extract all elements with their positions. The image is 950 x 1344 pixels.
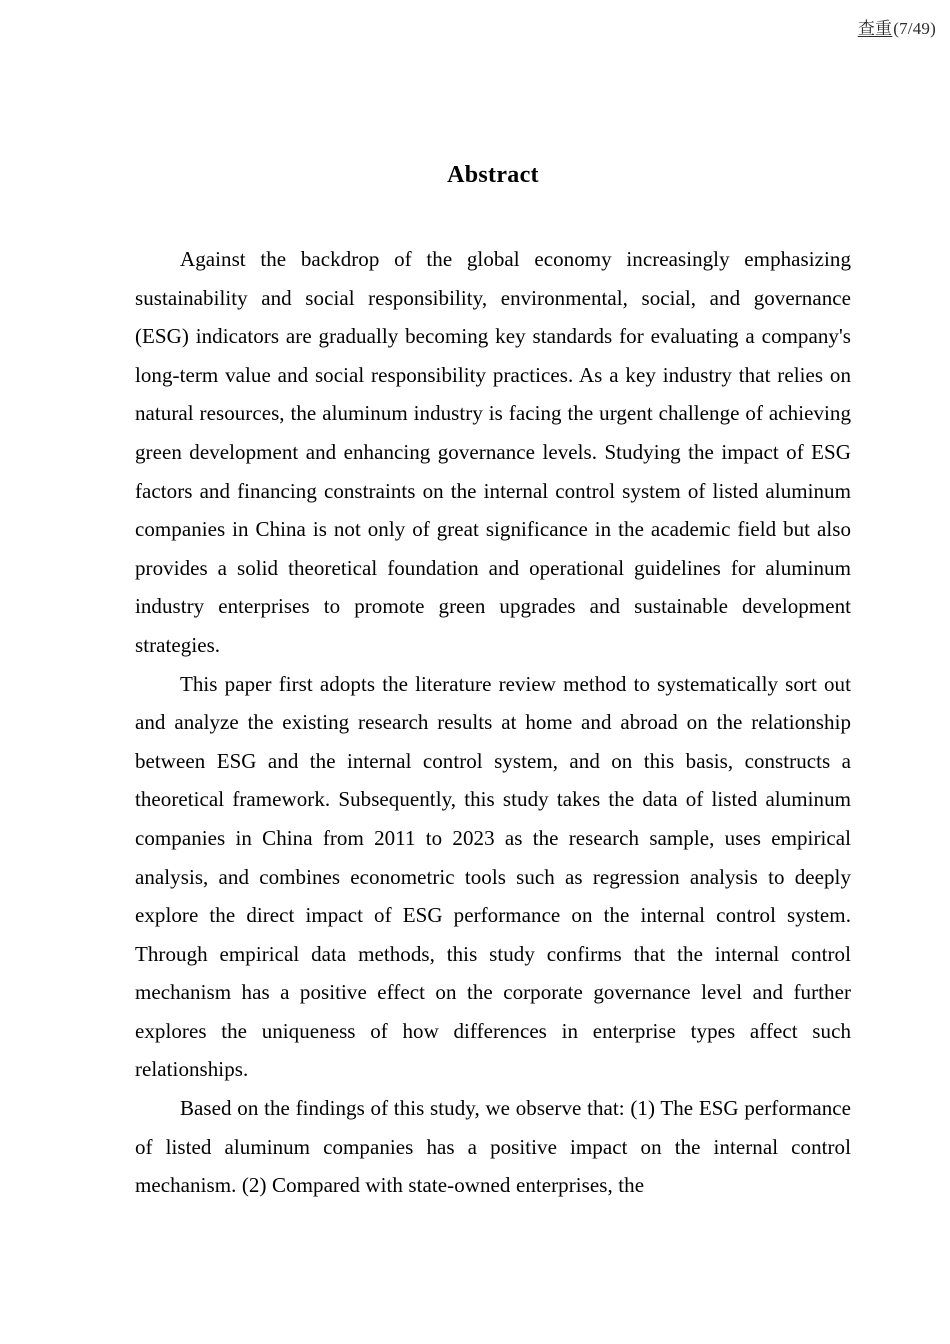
paragraph-3: Based on the findings of this study, we observe that: (1) The ESG performance of listed aluminum companies has a positive impact on the internal control mechanism. (2) Compared with state-owned enterprises, the	[135, 1096, 851, 1198]
paragraph-2: This paper first adopts the literature review method to systematically sort out and analyze the existing research results at home and abroad on the relationship between ESG and the internal control system, and on this basis, constructs a theoretical framework. Subsequently, this study takes the data of listed aluminum companies in China from 2011 to 2023 as the research sample, uses empirical analysis, and combines econometric tools such as regression analysis to deeply explore the direct impact of ESG performance on the internal control system. Through empirical data methods, this study confirms that the internal control mechanism has a positive effect on the corporate governance level and further explores the uniqueness of how differences in enterprise types affect such relationships.	[135, 671, 851, 1082]
abstract-text-block	[135, 240, 851, 1205]
paragraph-1: Against the backdrop of the global economy increasingly emphasizing sustainability and social responsibility, environmental, social, and governance (ESG) indicators are gradually becoming key standards for evaluating a company's long-term value and social responsibility practices. As a key industry that relies on natural resources, the aluminum industry is facing the urgent challenge of achieving green development and enhancing governance levels. Studying the impact of ESG factors and financing constraints on the internal control system of listed aluminum companies in China is not only of great significance in the academic field but also provides a solid theoretical foundation and operational guidelines for aluminum industry enterprises to promote green upgrades and sustainable development strategies.	[135, 247, 851, 657]
page-counter: (7/49)	[893, 19, 936, 38]
page-title: Abstract	[447, 162, 539, 188]
page-header	[858, 14, 936, 39]
page-header-label: 查重	[857, 19, 893, 38]
